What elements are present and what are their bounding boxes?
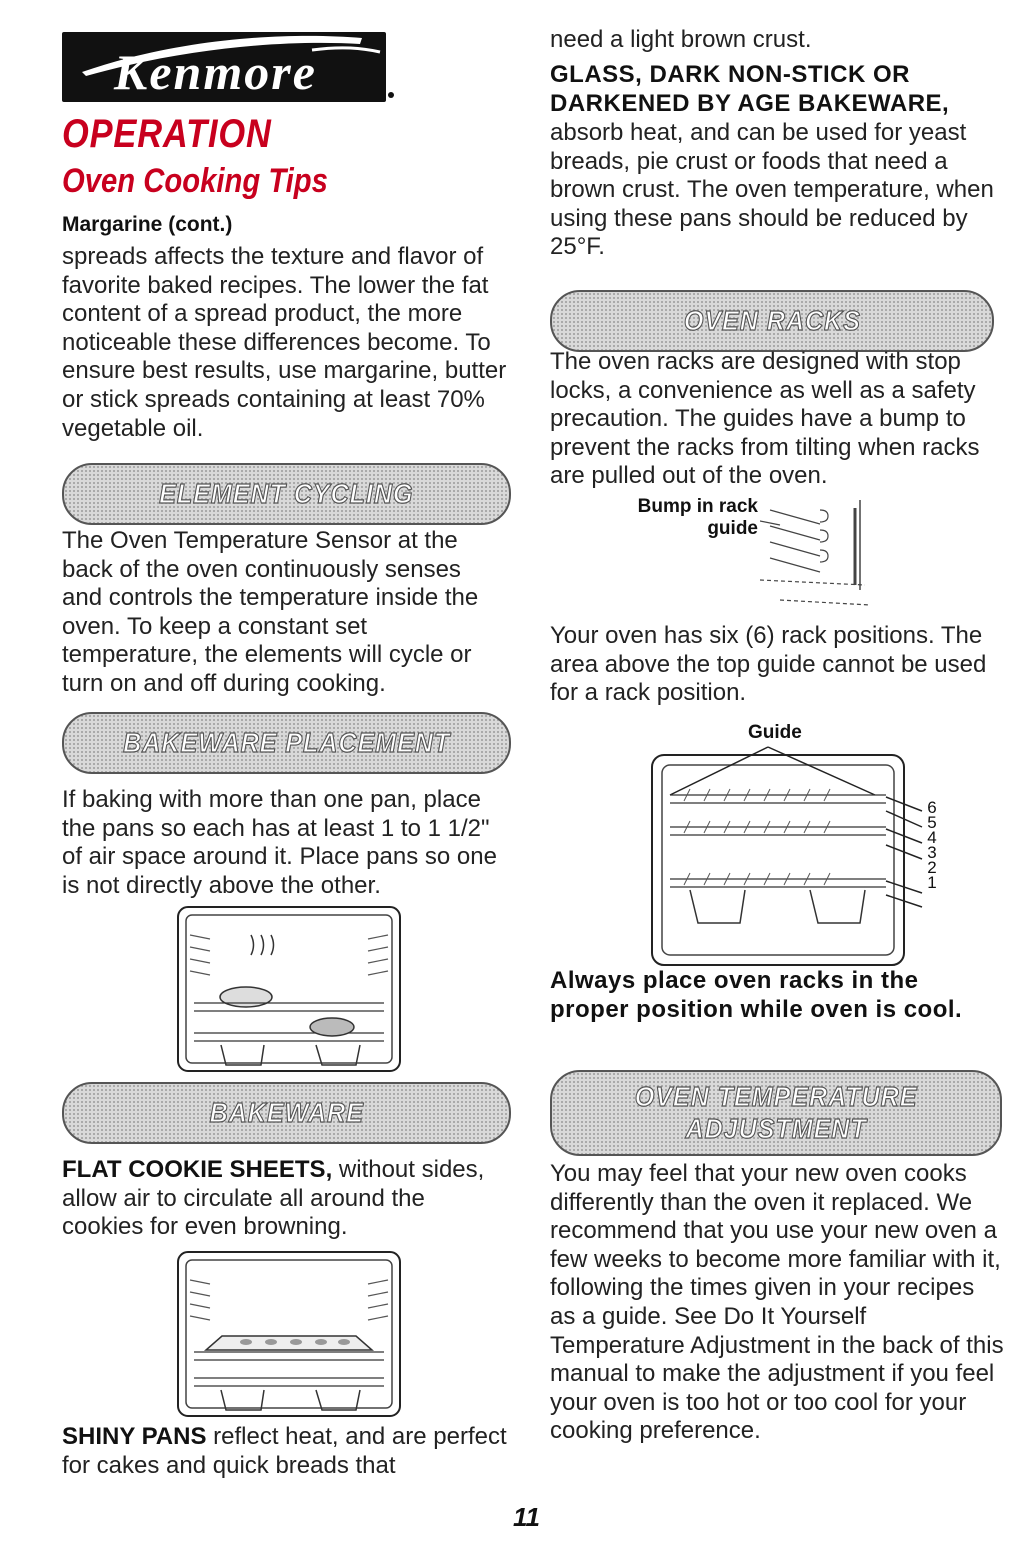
flat-cookie-sheets-text: without sides, allow air to circulate all around the cookies for even browning. bbox=[62, 1156, 485, 1241]
oven-racks-paragraph: The oven racks are designed with stop locks, a convenience as well as a safety precaution. The guides have a bump to prevent the racks from tilting when racks are pulled out of the oven. bbox=[550, 348, 980, 490]
flat-cookie-sheets-paragraph bbox=[62, 1156, 502, 1242]
element-cycling-banner-text: ELEMENT CYCLING bbox=[159, 478, 414, 509]
shiny-pans-paragraph bbox=[62, 1423, 507, 1480]
element-cycling-banner bbox=[62, 463, 511, 525]
rack-number-6: 6 bbox=[927, 798, 937, 817]
oven-racks-banner-text: OVEN RACKS bbox=[683, 305, 861, 336]
logo-wordmark: Kenmore bbox=[114, 44, 317, 100]
subsection-title: Oven Cooking Tips bbox=[62, 162, 328, 200]
element-cycling-paragraph: The Oven Temperature Sensor at the back of the oven continuously senses and controls the temperature inside the oven. To keep a constant set temperature, the elements will cycle or turn on and off during cooking. bbox=[62, 527, 479, 697]
bakeware-placement-paragraph: If baking with more than one pan, place the pans so each has at least 1 to 1 1/2" of air space around it. Place pans so one is not directly above the other. bbox=[62, 786, 497, 899]
oven-temperature-adjustment-banner bbox=[550, 1070, 1002, 1156]
oven-temperature-adjustment-banner-text: OVEN TEMPERATURE ADJUSTMENT bbox=[634, 1081, 918, 1144]
margarine-paragraph: spreads affects the texture and flavor of favorite baked recipes. The lower the fat content of a spread product, the more noticeable these differences become. To ensure best results, use margarine, butter or stick spreads containing at least 70% vegetable oil. bbox=[62, 243, 507, 442]
rack-number-4: 4 bbox=[927, 828, 937, 847]
oven-cookie-sheet-illustration bbox=[176, 1250, 402, 1418]
bakeware-banner bbox=[62, 1082, 511, 1144]
glass-bakeware-paragraph: absorb heat, and can be used for yeast breads, pie crust or foods that need a brown crust. The oven temperature, when using these pans should be reduced by 25°F. bbox=[550, 119, 994, 261]
shiny-pans-continued: need a light brown crust. bbox=[550, 26, 812, 53]
guide-label: Guide bbox=[748, 722, 802, 743]
rack-number-3: 3 bbox=[927, 843, 937, 862]
bump-in-rack-guide-label: Bump in rack guide bbox=[637, 496, 758, 539]
rack-warning-note: Always place oven racks in the proper position while oven is cool. bbox=[550, 967, 963, 1023]
bakeware-placement-banner-text: BAKEWARE PLACEMENT bbox=[122, 727, 451, 758]
bakeware-placement-banner bbox=[62, 712, 511, 774]
section-title: OPERATION bbox=[62, 112, 272, 156]
rack-position-numbers bbox=[924, 800, 940, 890]
shiny-pans-lead: SHINY PANS bbox=[62, 1423, 207, 1450]
rack-number-5: 5 bbox=[927, 813, 937, 832]
logo-trademark-dot bbox=[388, 92, 394, 98]
glass-bakeware-heading: GLASS, DARK NON-STICK OR DARKENED BY AGE BAKEWARE, bbox=[550, 61, 950, 117]
logo-badge bbox=[62, 32, 386, 102]
oven-two-pans-illustration bbox=[176, 905, 402, 1073]
oven-temperature-adjustment-paragraph: You may feel that your new oven cooks differently than the oven it replaced. We recommend that you use your new oven a few weeks to become more familiar with it, following the times given in your recipes as a guide. See Do It Yourself Temperature Adjustment in the back of this manual to make the adjustment if you feel your oven is too hot or too cool for your cooking preference. bbox=[550, 1160, 1004, 1445]
oven-racks-banner bbox=[550, 290, 994, 352]
rack-number-1: 1 bbox=[927, 873, 937, 892]
rack-positions-paragraph: Your oven has six (6) rack positions. The area above the top guide cannot be used for a rack position. bbox=[550, 622, 987, 707]
kenmore-logo bbox=[62, 32, 392, 104]
page-number: 11 bbox=[513, 1502, 540, 1532]
oven-rack-positions-illustration bbox=[650, 745, 950, 970]
margarine-heading: Margarine (cont.) bbox=[62, 213, 233, 236]
rack-number-2: 2 bbox=[927, 858, 937, 877]
rack-guide-bump-illustration bbox=[760, 490, 885, 620]
shiny-pans-text: reflect heat, and are perfect for cakes and quick breads that bbox=[62, 1423, 507, 1479]
flat-cookie-sheets-lead: FLAT COOKIE SHEETS, bbox=[62, 1156, 333, 1183]
bakeware-banner-text: BAKEWARE bbox=[209, 1097, 364, 1128]
